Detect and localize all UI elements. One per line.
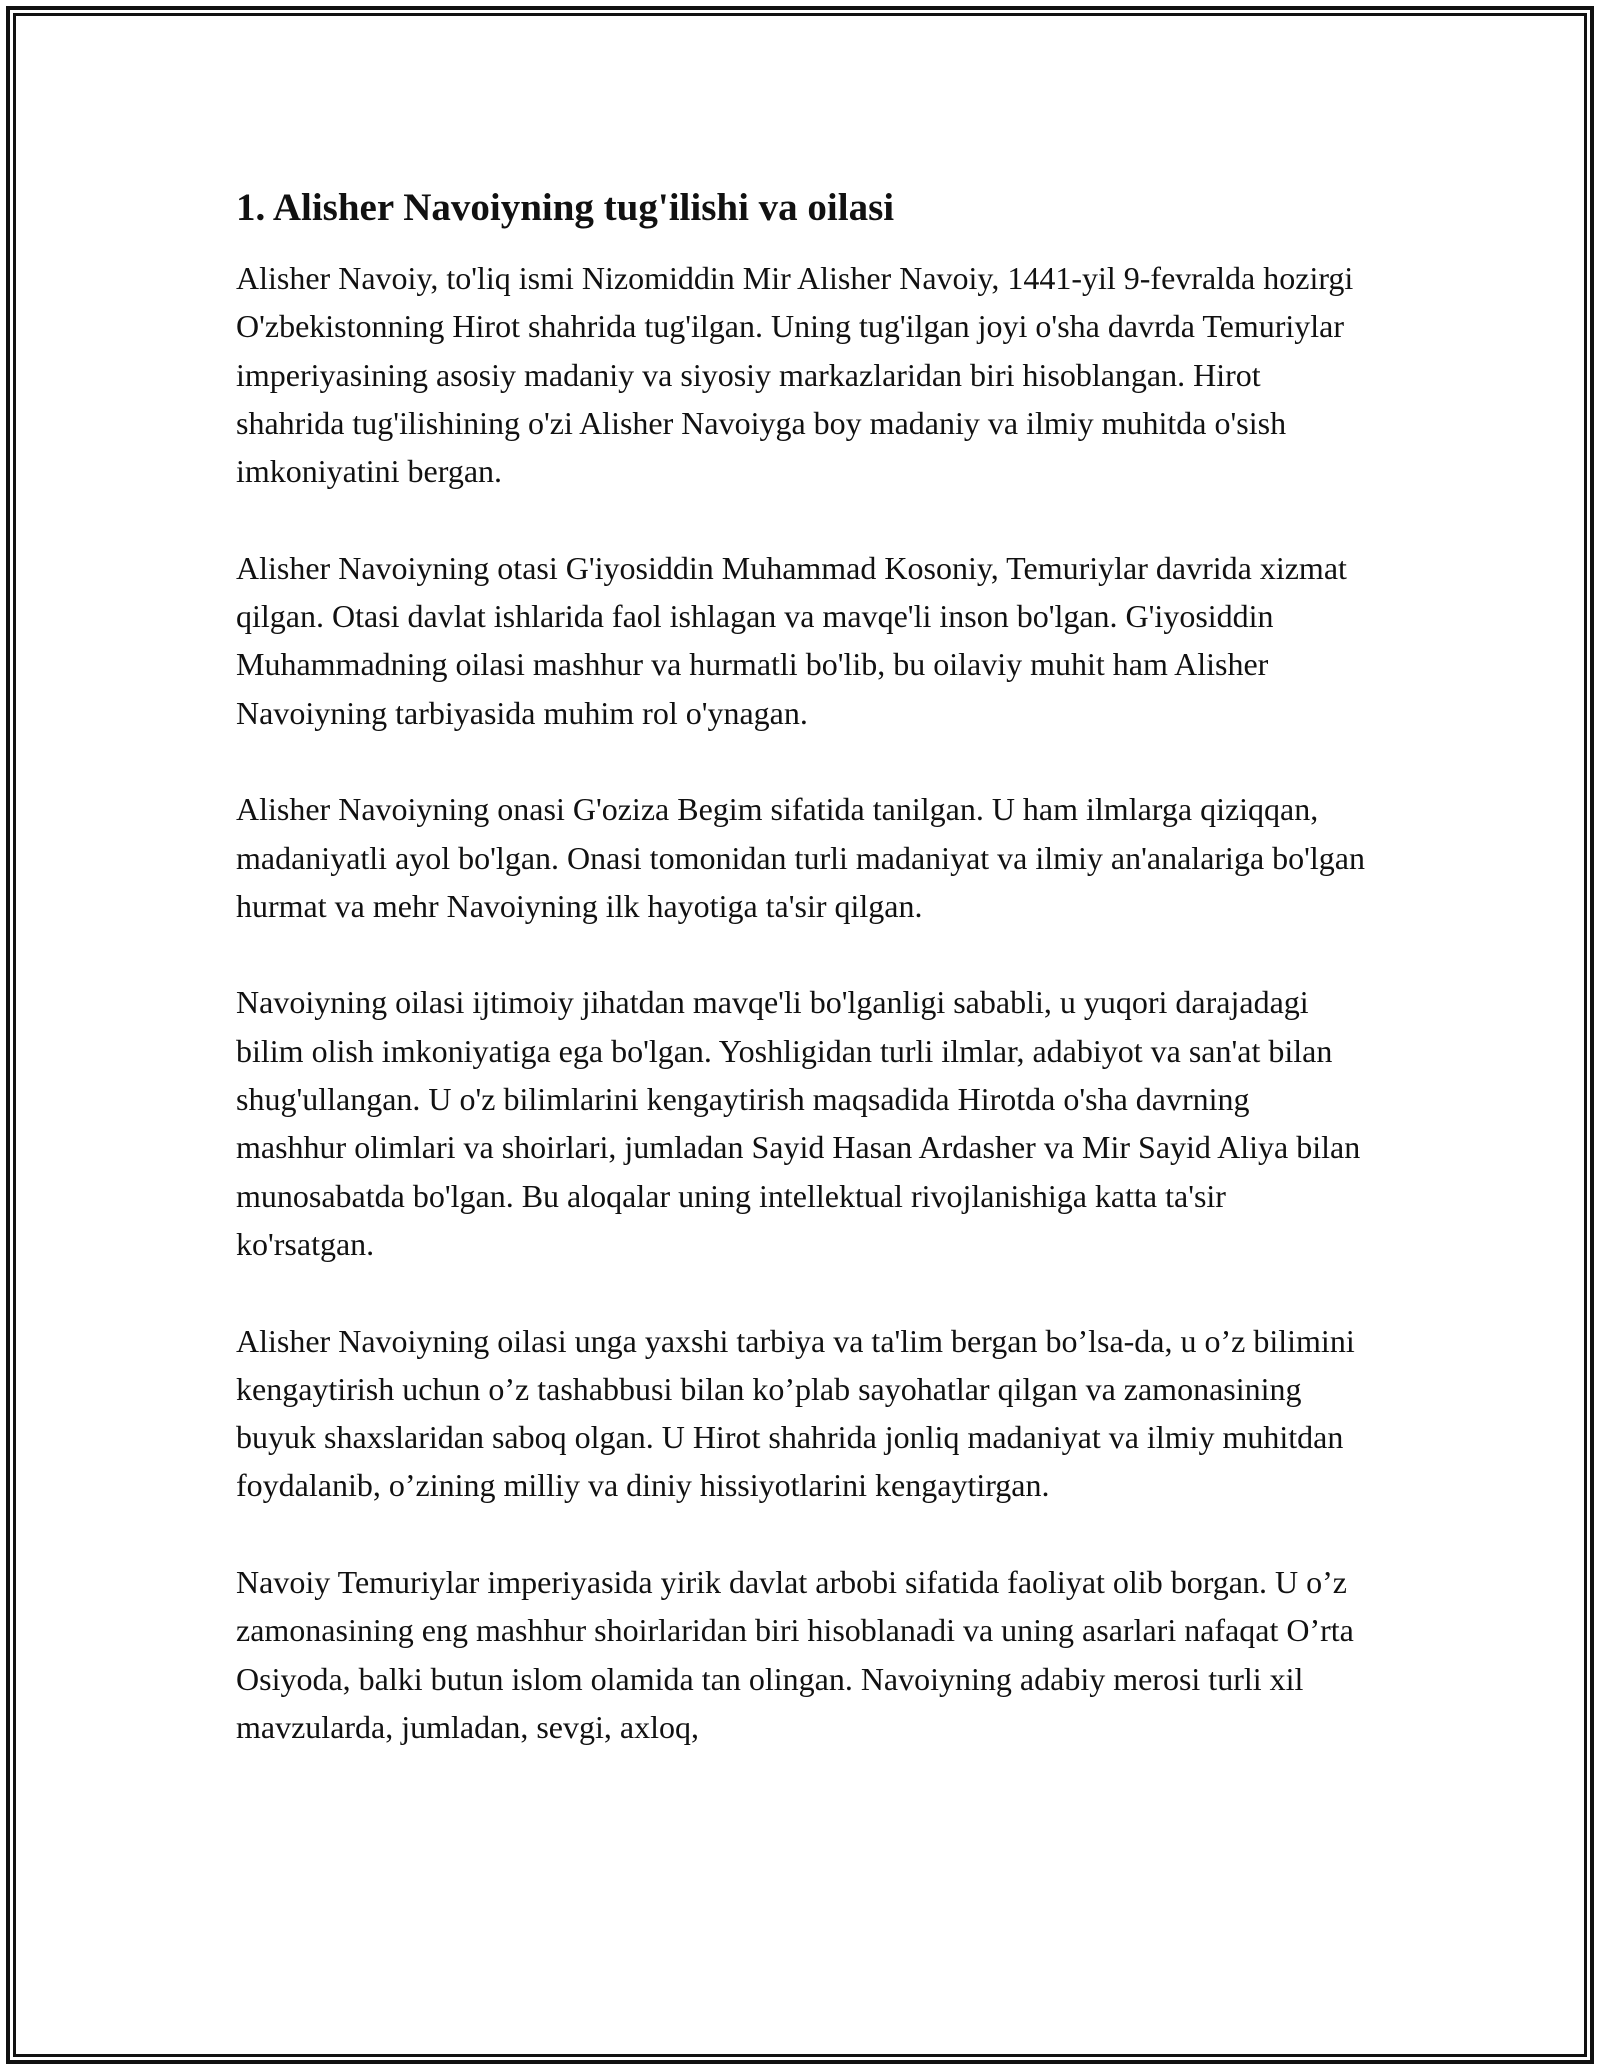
paragraph-statesman: Navoiy Temuriylar imperiyasida yirik davlat arbobi sifatida faoliyat olib borgan. U o’z zamonasining eng mashhur shoirlaridan biri hisoblanadi va uning asarlari nafaqat O’rta Osiyoda, balki butun islom olamida tan olingan. Navoiyning adabiy merosi turli xil mavzularda, jumladan, sevgi, axloq, [236,1564,1354,1745]
paragraph-mother: Alisher Navoiyning onasi G'oziza Begim sifatida tanilgan. U ham ilmlarga qiziqqan, madaniyatli ayol bo'lgan. Onasi tomonidan turli madaniyat va ilmiy an'analariga bo'lgan hurmat va mehr Navoiyning ilk hayotiga ta'sir qilgan. [236,791,1365,924]
paragraph-birth: Alisher Navoiy, to'liq ismi Nizomiddin Mir Alisher Navoiy, 1441-yil 9-fevralda hozirgi O'zbekistonning Hirot shahrida tug'ilgan. Uning tug'ilgan joyi o'sha davrda Temuriylar imperiyasining asosiy madaniy va siyosiy markazlaridan biri hisoblangan. Hirot shahrida tug'ilishining o'zi Alisher Navoiyga boy madaniy va ilmiy muhitda o'sish imkoniyatini bergan. [236,260,1354,490]
paragraph-father: Alisher Navoiyning otasi G'iyosiddin Muhammad Kosoniy, Temuriylar davrida xizmat qilgan. Otasi davlat ishlarida faol ishlagan va mavqe'li inson bo'lgan. G'iyosiddin Muhammadning oilasi mashhur va hurmatli bo'lib, bu oilaviy muhit ham Alisher Navoiyning tarbiyasida muhim rol o'ynagan. [236,549,1347,731]
document-body [236,184,1366,1800]
section-heading: 1. Alisher Navoiyning tug'ilishi va oilasi [236,186,895,229]
paragraph-travels: Alisher Navoiyning oilasi unga yaxshi tarbiya va ta'lim bergan bo’lsa-da, u o’z bilimini kengaytirish uchun o’z tashabbusi bilan ko’plab sayohatlar qilgan va zamonasining buyuk shaxslaridan saboq olgan. U Hirot shahrida jonliq madaniyat va ilmiy muhitdan foydalanib, o’zining milliy va diniy hissiyotlarini kengaytirgan. [236,1322,1355,1504]
paragraph-education: Navoiyning oilasi ijtimoiy jihatdan mavqe'li bo'lganligi sababli, u yuqori darajadagi bilim olish imkoniyatiga ega bo'lgan. Yoshligidan turli ilmlar, adabiyot va san'at bilan shug'ullangan. U o'z bilimlarini kengaytirish maqsadida Hirotda o'sha davrning mashhur olimlari va shoirlari, jumladan Sayid Hasan Ardasher va Mir Sayid Aliya bilan munosabatda bo'lgan. Bu aloqalar uning intellektual rivojlanishiga katta ta'sir ko'rsatgan. [236,984,1361,1262]
